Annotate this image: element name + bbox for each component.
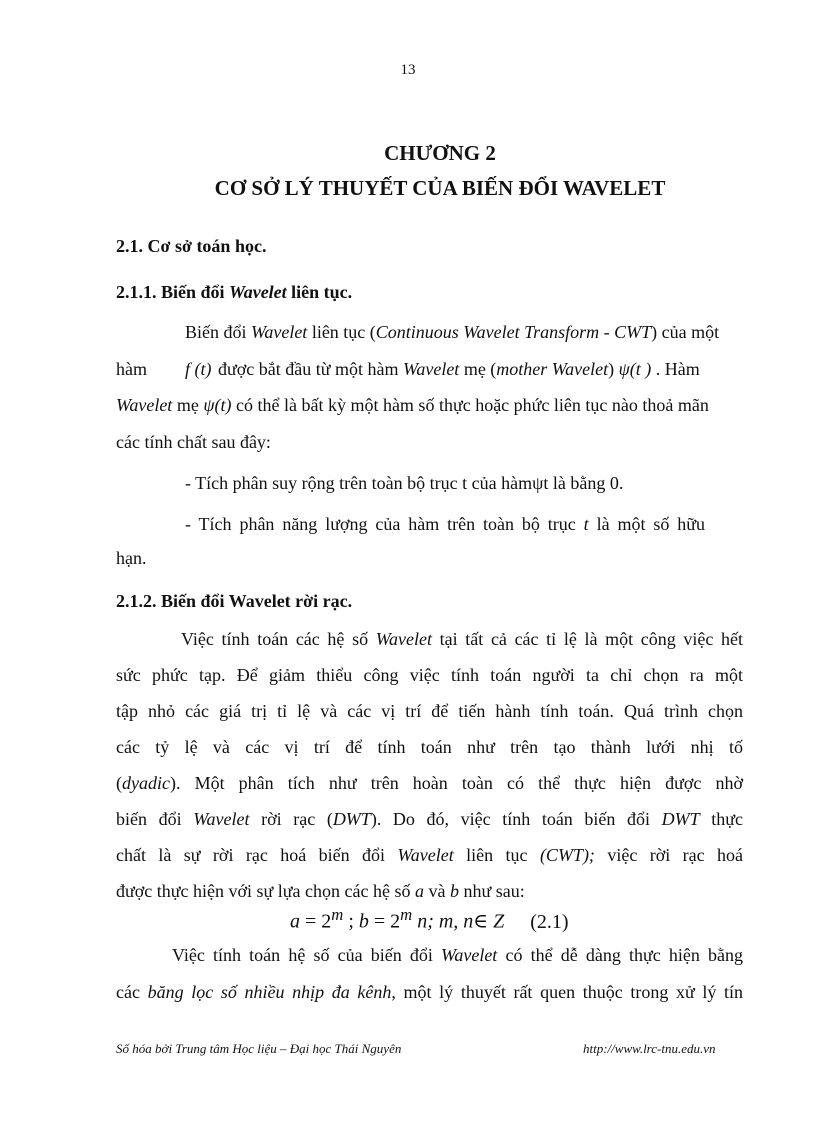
- equation-number: (2.1): [530, 910, 569, 933]
- paragraph-line: chất là sự rời rạc hoá biến đổi Wavelet liên tục (CWT); việc rời rạc hoá: [116, 845, 744, 865]
- paragraph-line: các băng lọc số nhiều nhịp đa kênh, một lý thuyết rất quen thuộc trong xử lý tín: [116, 982, 743, 1002]
- paragraph-line: các tỷ lệ và các vị trí để tính toán như trên tạo thành lưới nhị tố: [116, 737, 743, 757]
- paragraph-line: hàm f (t) được bắt đầu từ một hàm Wavelet mẹ (mother Wavelet) ψ(t ) . Hàm: [116, 359, 700, 379]
- paragraph-line: được thực hiện với sự lựa chọn các hệ số a và b như sau:: [116, 881, 525, 901]
- paragraph-line: tập nhỏ các giá trị tỉ lệ và các vị trí để tiến hành tính toán. Quá trình chọn: [116, 701, 743, 721]
- section-heading-2-1-1: 2.1.1. Biến đổi Wavelet liên tục.: [116, 282, 353, 302]
- chapter-title: CƠ SỞ LÝ THUYẾT CỦA BIẾN ĐỔI WAVELET: [214, 176, 666, 200]
- paragraph-line: hạn.: [116, 548, 147, 568]
- paragraph-line: Biến đổi Wavelet liên tục (Continuous Wavelet Transform - CWT) của một: [185, 322, 720, 342]
- section-heading-2-1: 2.1. Cơ sở toán học.: [116, 236, 267, 256]
- paragraph-line: sức phức tạp. Để giảm thiểu công việc tính toán người ta chỉ chọn ra một: [116, 665, 743, 685]
- page-number: 13: [400, 62, 416, 78]
- paragraph-line: biến đổi Wavelet rời rạc (DWT). Do đó, việc tính toán biến đổi DWT thực: [116, 809, 743, 829]
- footer-url[interactable]: http://www.lrc-tnu.edu.vn: [583, 1041, 716, 1056]
- section-heading-2-1-2: 2.1.2. Biến đổi Wavelet rời rạc.: [116, 591, 353, 611]
- footer-source: Số hóa bởi Trung tâm Học liệu – Đại học Thái Nguyên: [116, 1041, 402, 1056]
- paragraph-line: (dyadic). Một phân tích như trên hoàn toàn có thể thực hiện được nhờ: [116, 773, 743, 793]
- equation-2-1: $a = 2^m$ ; $b = 2^m$ n; m, n∈ Z (2.1): [290, 905, 569, 933]
- paragraph-line: Việc tính toán hệ số của biến đổi Wavelet có thể dễ dàng thực hiện bằng: [172, 945, 743, 965]
- paragraph-line: Wavelet mẹ ψ(t) có thể là bất kỳ một hàm số thực hoặc phức liên tục nào thoả mãn: [116, 395, 709, 415]
- bullet-item: - Tích phân suy rộng trên toàn bộ trục t của hàmψt là bằng 0.: [185, 473, 624, 493]
- chapter-label: CHƯƠNG 2: [384, 141, 496, 165]
- paragraph-line: Việc tính toán các hệ số Wavelet tại tất cả các tỉ lệ là một công việc hết: [181, 629, 743, 649]
- bullet-item: - Tích phân năng lượng của hàm trên toàn bộ trục t là một số hữu: [185, 514, 705, 534]
- paragraph-line: các tính chất sau đây:: [116, 432, 271, 452]
